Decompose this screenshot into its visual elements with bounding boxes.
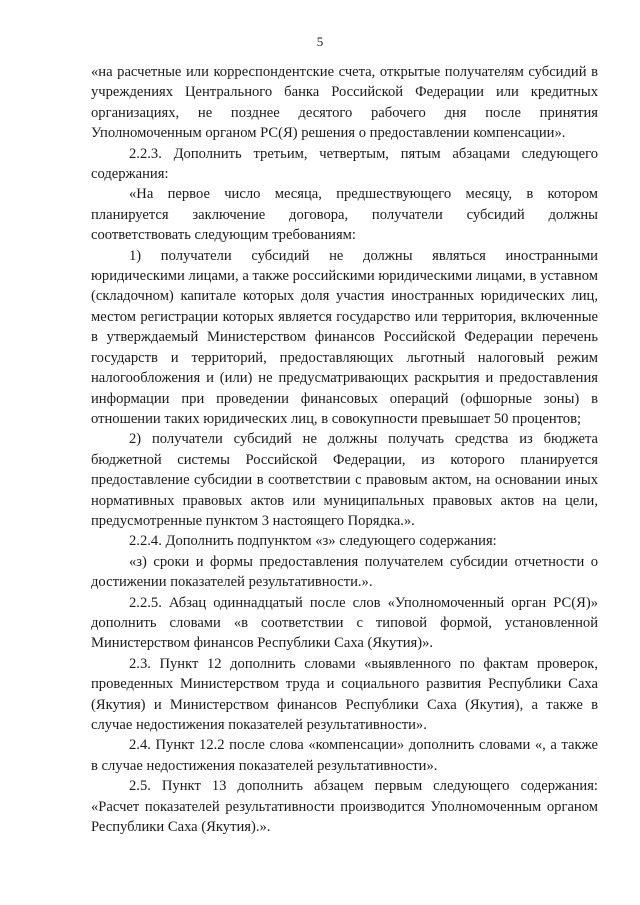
paragraph-requirements-intro: «На первое число месяца, предшествующего месяцу, в котором планируется заключение договора, получатели субсидий должны соответствовать следующим требованиям: [91, 186, 598, 244]
paragraph-requirement-1: 1) получатели субсидий не должны являться иностранными юридическими лицами, а также российскими юридическими лицами, в уставном (складочном) капитале которых доля участия иностранных юридических лиц, местом регистрации которых является государство или территория, включенные в утверждаемый Министерством финансов Российской Федерации перечень государств и территорий, предоставляющих льготный налоговый режим налогообложения и (или) не предусматривающих раскрытия и предоставления информации при проведении финансовых операций (офшорные зоны) в отношении таких юридических лиц, в совокупности превышает 50 процентов; [91, 247, 598, 427]
paragraph-2-4: 2.4. Пункт 12.2 после слова «компенсации» дополнить словами «, а также в случае недостижения показателей результативности». [91, 737, 598, 774]
paragraph-subpoint-z: «з) сроки и формы предоставления получателем субсидии отчетности о достижении показателей результативности.». [91, 553, 598, 591]
paragraph-continuation-accounts: «на расчетные или корреспондентские счета, открытые получателям субсидий в учреждениях Центрального банка Российской Федерации или кредитных организациях, не позднее десятого рабочего дня после принятия Уполномоченным органом РС(Я) решения о предоставлении компенсации». [91, 64, 598, 142]
paragraph-2-2-5: 2.2.5. Абзац одиннадцатый после слов «Уполномоченный орган РС(Я)» дополнить словами «в соответствии с типовой формой, установленной Министерством финансов Республики Саха (Якутия)». [91, 594, 598, 652]
document-body [91, 62, 598, 837]
paragraph-requirement-2: 2) получатели субсидий не должны получать средства из бюджета бюджетной системы Российской Федерации, из которого планируется предоставление субсидии в соответствии с правовым актом, на основании иных нормативных правовых актов или муниципальных правовых актов на цели, предусмотренные пунктом 3 настоящего Порядка.». [91, 431, 598, 529]
paragraph-2-2-4: 2.2.4. Дополнить подпунктом «з» следующего содержания: [129, 533, 497, 550]
paragraph-2-2-3: 2.2.3. Дополнить третьим, четвертым, пятым абзацами следующего содержания: [91, 145, 598, 183]
paragraph-2-3: 2.3. Пункт 12 дополнить словами «выявленного по фактам проверок, проведенных Министерством труда и социального развития Республики Саха (Якутия) и Министерством финансов Республики Саха (Якутия), а также в случае недостижения показателей результативности». [91, 655, 598, 733]
paragraph-2-5: 2.5. Пункт 13 дополнить абзацем первым следующего содержания: «Расчет показателей результативности производится Уполномоченным органом Республики Саха (Якутия).». [91, 778, 598, 836]
page-number: 5 [316, 34, 324, 49]
